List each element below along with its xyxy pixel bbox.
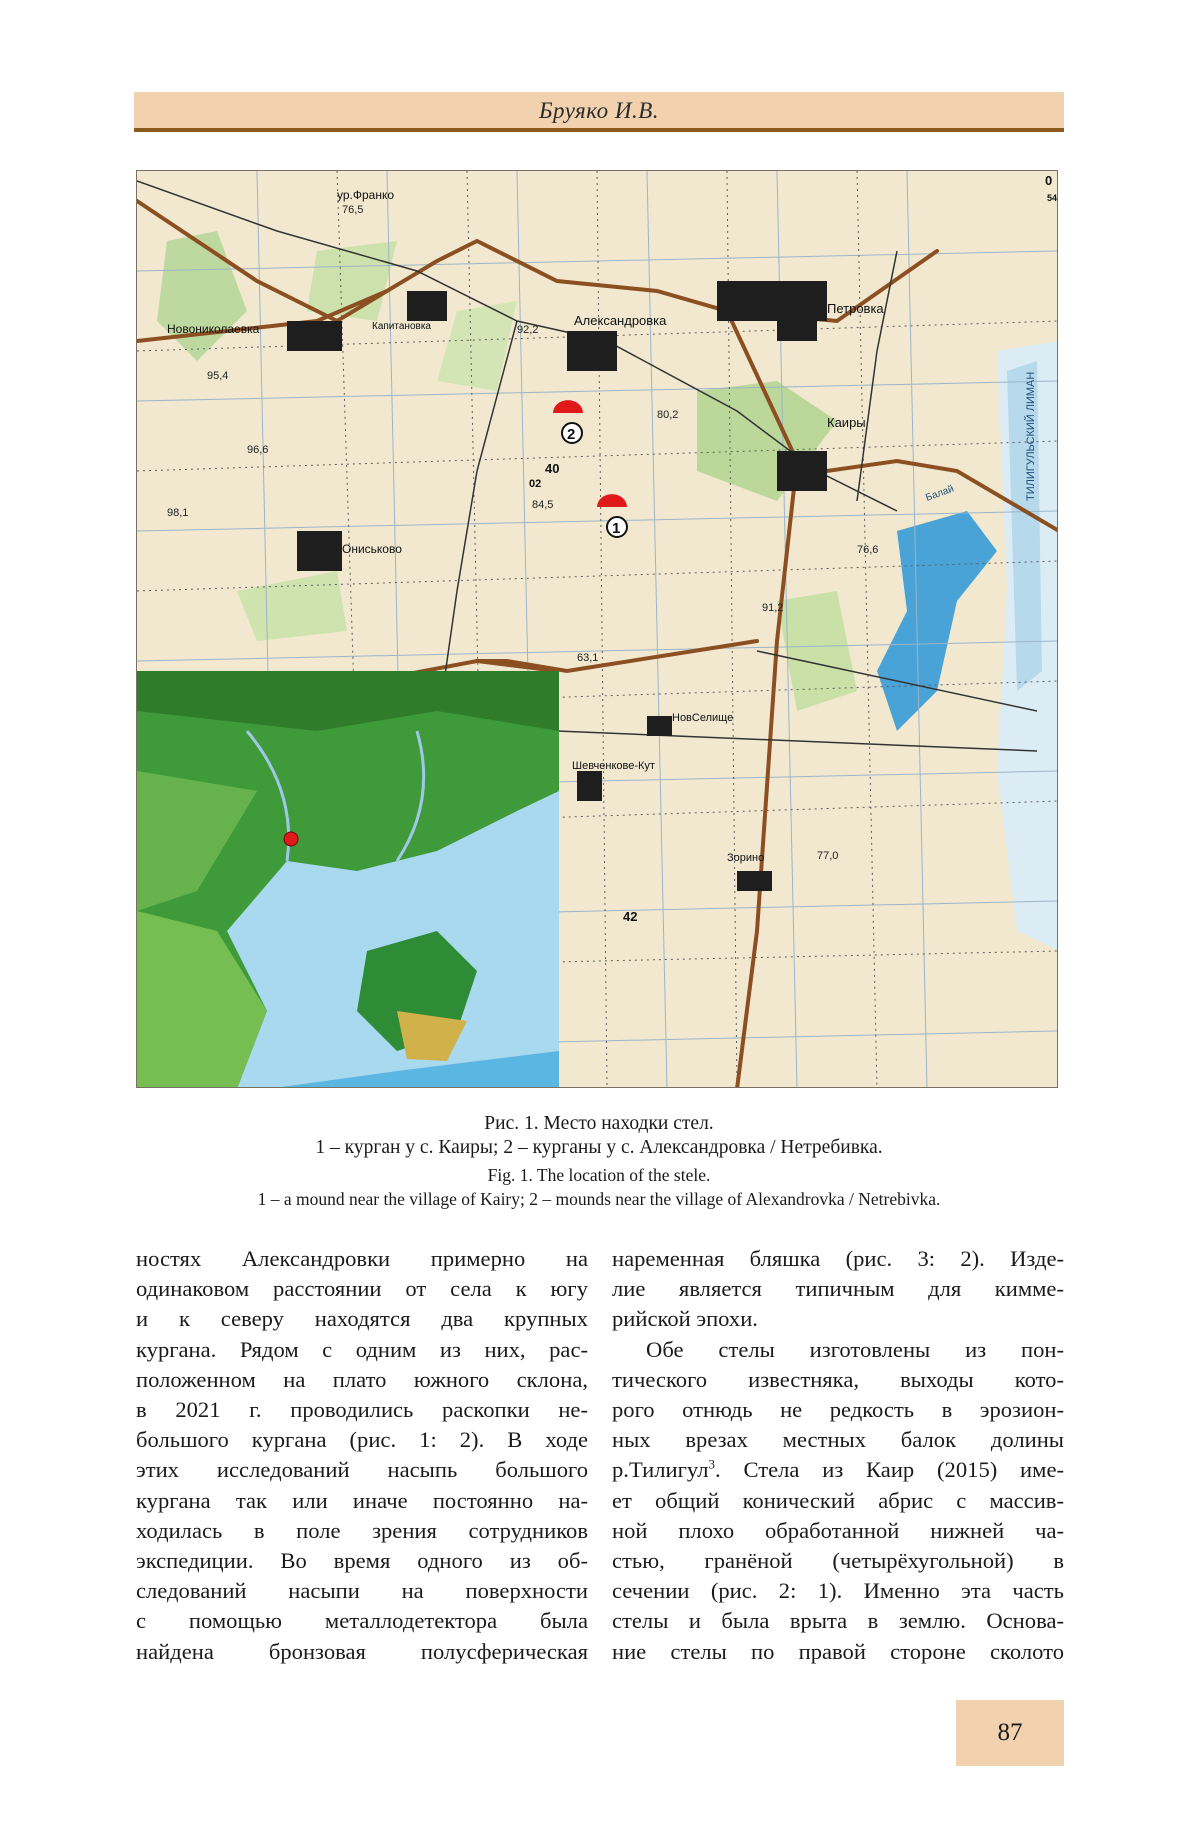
running-header: [134, 92, 1064, 132]
text-line: положенном на плато южного склона,: [136, 1366, 588, 1392]
label-liman: ТИЛИГУЛЬСКИЙ ЛИМАН: [1025, 371, 1037, 501]
grid-number-4: 42: [623, 909, 638, 924]
text-line: ет общий конический абрис с массив-: [612, 1487, 1064, 1513]
inset-overview-map: [137, 671, 559, 1088]
text-line: и к северу находятся два крупных: [136, 1306, 588, 1332]
elev-10: 63,1: [577, 652, 599, 664]
inset-location-dot: [284, 832, 298, 846]
svg-text:1: 1: [612, 520, 621, 537]
figure-caption-en-legend: 1 – a mound near the village of Kairy; 2 – mounds near the village of Alexandrovka / Netrebivka.: [257, 1189, 941, 1209]
elev-4: 98,1: [167, 507, 189, 519]
text-line: сечении (рис. 2: 1). Именно эта часть: [612, 1578, 1064, 1604]
grid-number-1: 40: [545, 461, 560, 476]
body-column-left: [136, 1244, 588, 1667]
page-number: 87: [997, 1719, 1023, 1746]
text-line: Обе стелы изготовлены из пон-: [646, 1336, 1064, 1362]
text-line: ходилась в поле зрения сотрудников: [136, 1517, 588, 1543]
label-novselishche: НовСелище: [672, 712, 734, 724]
text-line: стью, гранёной (четырёхугольной) в: [612, 1548, 1064, 1574]
text-line: большого кургана (рис. 1: 2). В ходе: [136, 1427, 588, 1453]
running-header-author: Бруяко И.В.: [538, 98, 660, 123]
text-line: этих исследований насыпь большого: [136, 1457, 588, 1483]
elev-7: 80,2: [657, 409, 679, 421]
text-line-with-footnote: [612, 1455, 1064, 1485]
text-line: рого отнюдь не редкость в эрозион-: [612, 1397, 1064, 1423]
topographic-map: [137, 171, 1058, 1088]
label-petrovka: Петровка: [827, 301, 884, 316]
svg-text:2: 2: [567, 426, 576, 443]
text-line: кургана. Рядом с одним из них, рас-: [136, 1336, 588, 1362]
footnote-ref[interactable]: 3: [708, 1456, 715, 1472]
text-line: ных врезах местных балок долины: [612, 1427, 1064, 1453]
text-line: тического известняка, выходы кото-: [612, 1366, 1064, 1392]
body-column-right: [612, 1244, 1064, 1667]
figure-caption-en-title: Fig. 1. The location of the stele.: [487, 1165, 711, 1185]
label-river: Балай: [924, 483, 956, 504]
text-line: в 2021 г. проводились раскопки не-: [136, 1397, 588, 1423]
text-line: кургана так или иначе постоянно на-: [136, 1487, 588, 1513]
text-line: лие является типичным для кимме-: [612, 1276, 1064, 1302]
elev-5: 84,5: [532, 499, 554, 511]
label-kapitanovka: Капитановка: [372, 321, 431, 332]
text-line: наременная бляшка (рис. 3: 2). Изде-: [612, 1246, 1064, 1271]
grid-number-2: 02: [529, 478, 542, 490]
label-aleksandrovka: Александровка: [574, 313, 667, 328]
label-oniskovo: Ониськово: [342, 542, 402, 556]
elev-12: 77,0: [817, 850, 839, 862]
text-line: рийской эпохи.: [612, 1306, 758, 1332]
elev-6: 92,2: [517, 324, 539, 336]
text-line: ностях Александровки примерно на: [136, 1246, 588, 1271]
text-line: ние стелы по правой стороне сколото: [612, 1638, 1064, 1664]
elev-1: 76,5: [342, 204, 364, 216]
elev-3: 96,6: [247, 444, 269, 456]
text-line: найдена бронзовая полусферическая: [136, 1638, 588, 1664]
figure-caption-ru-legend: 1 – курган у с. Каиры; 2 – курганы у с. Александровка / Нетребивка.: [315, 1137, 883, 1158]
location-map-figure: [136, 170, 1058, 1088]
map-edge-number-2: 54: [1047, 193, 1058, 203]
text-line: одинаковом расстоянии от села к югу: [136, 1276, 588, 1302]
text-line: ной плохо обработанной нижней ча-: [612, 1517, 1064, 1543]
text-fragment: . Стела из Каир (2015) име-: [715, 1457, 1064, 1483]
text-line: стелы и была врыта в землю. Основа-: [612, 1608, 1064, 1634]
page-number-box: [956, 1700, 1064, 1766]
elev-8: 91,2: [762, 602, 784, 614]
label-zorino: Зорино: [727, 852, 765, 864]
label-shevchenkove-kut: Шевченкове-Кут: [572, 760, 655, 772]
text-line: с помощью металлодетектора была: [136, 1608, 588, 1634]
text-fragment: р.Тилигул: [612, 1457, 709, 1483]
text-line: экспедиции. Во время одного из об-: [136, 1548, 588, 1574]
label-franko: ур.Франко: [337, 188, 395, 202]
elev-2: 95,4: [207, 370, 229, 382]
figure-caption-ru-title: Рис. 1. Место находки стел.: [484, 1113, 714, 1134]
label-kairy: Каиры: [827, 415, 866, 430]
label-novonikolaevka: Новониколаевка: [167, 322, 260, 336]
elev-9: 76,6: [857, 544, 879, 556]
text-line: следований насыпи на поверхности: [136, 1578, 588, 1604]
map-edge-number-1: 0: [1045, 173, 1053, 188]
